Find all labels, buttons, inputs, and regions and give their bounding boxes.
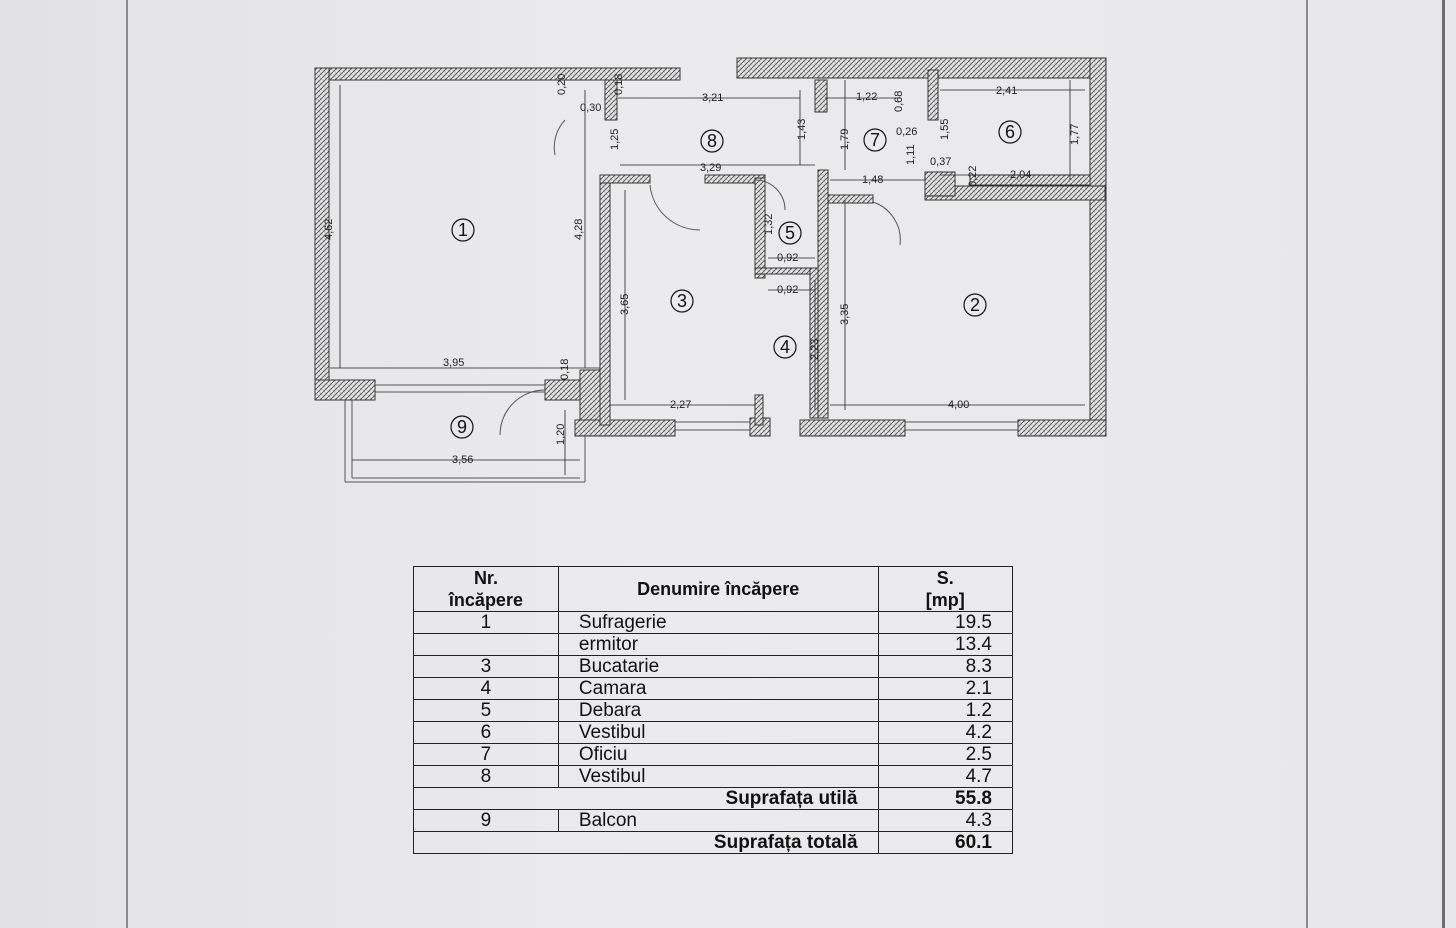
header-area-line2: [mp]	[925, 590, 965, 610]
row-name: ermitor	[558, 634, 878, 656]
room-number: 4	[779, 337, 791, 357]
wall	[828, 195, 873, 203]
room-number: 9	[456, 417, 468, 437]
dim-label: 1,20	[555, 423, 567, 445]
dim-label: 1,79	[839, 128, 851, 150]
dim-label: 4,00	[948, 399, 970, 411]
header-area	[878, 567, 1012, 612]
dim-label: 1,55	[939, 118, 951, 140]
dim-label: 4,62	[323, 218, 335, 240]
dim-label: 4,28	[573, 218, 585, 240]
room-number: 1	[457, 220, 469, 240]
dim-label: 3,65	[619, 293, 631, 315]
row-area: 8.3	[878, 656, 1012, 678]
header-area-line1: S.	[936, 568, 954, 588]
dim-label: 0,92	[777, 284, 799, 296]
util-area-value: 55.8	[878, 788, 1012, 810]
row-nr: 8	[414, 766, 559, 788]
wall	[575, 420, 675, 436]
wall	[315, 68, 680, 80]
dim-label: 1,77	[1069, 123, 1081, 145]
wall	[800, 420, 905, 436]
dim-label: 0,20	[556, 73, 568, 95]
table-row	[414, 766, 1013, 788]
wall	[315, 380, 375, 400]
wall	[818, 170, 828, 418]
table-row	[414, 656, 1013, 678]
row-name: Sufragerie	[558, 612, 878, 634]
row-area: 2.1	[878, 678, 1012, 700]
header-nr	[414, 567, 559, 612]
dim-label: 3,95	[443, 357, 465, 369]
dim-label: 2,23	[809, 338, 821, 360]
header-name: Denumire încăpere	[558, 567, 878, 612]
balcony-name: Balcon	[558, 810, 878, 832]
wall	[755, 395, 763, 425]
dim-label: 1,22	[856, 91, 878, 103]
page-edge-left	[126, 0, 128, 928]
row-nr: 3	[414, 656, 559, 678]
dim-label: 2,27	[670, 399, 692, 411]
balcony-nr: 9	[414, 810, 559, 832]
total-area-value: 60.1	[878, 832, 1012, 854]
dim-label: 1,48	[862, 174, 884, 186]
walls	[315, 58, 1106, 436]
row-area: 19.5	[878, 612, 1012, 634]
rooms-table	[413, 566, 1013, 854]
dim-label: 2,04	[1010, 169, 1032, 181]
dim-label: 0,22	[967, 165, 979, 187]
row-area: 13.4	[878, 634, 1012, 656]
total-area-row	[414, 832, 1013, 854]
table-row	[414, 744, 1013, 766]
wall	[925, 172, 955, 196]
wall	[1090, 58, 1106, 433]
room-number: 3	[676, 291, 688, 311]
table-header-row	[414, 567, 1013, 612]
room-number: 6	[1004, 122, 1016, 142]
table-row	[414, 634, 1013, 656]
page-edge-far	[1442, 0, 1445, 928]
header-nr-line2: încăpere	[448, 590, 523, 610]
dim-label: 1,25	[609, 128, 621, 150]
row-nr: 1	[414, 612, 559, 634]
dim-label: 0,26	[896, 126, 918, 138]
wall	[737, 58, 1103, 78]
row-area: 2.5	[878, 744, 1012, 766]
room-number: 2	[969, 295, 981, 315]
row-name: Debara	[558, 700, 878, 722]
room-number: 8	[706, 131, 718, 151]
row-area: 4.7	[878, 766, 1012, 788]
dim-label: 0,18	[559, 358, 571, 380]
room-number: 7	[869, 130, 881, 150]
total-area-label: Suprafața totală	[414, 832, 879, 854]
table-row	[414, 700, 1013, 722]
row-name: Bucatarie	[558, 656, 878, 678]
wall	[928, 70, 938, 120]
floor-plan	[300, 50, 1120, 490]
balcony-row	[414, 810, 1013, 832]
row-name: Oficiu	[558, 744, 878, 766]
dim-label: 1,43	[796, 118, 808, 140]
dim-label: 3,29	[700, 162, 722, 174]
row-area: 4.2	[878, 722, 1012, 744]
dim-label: 3,35	[839, 303, 851, 325]
row-nr: 4	[414, 678, 559, 700]
wall	[600, 175, 610, 425]
balcony-area: 4.3	[878, 810, 1012, 832]
table-row	[414, 722, 1013, 744]
dim-label: 3,56	[452, 454, 474, 466]
wall	[1018, 420, 1106, 436]
dim-label: 1,32	[763, 213, 775, 235]
dim-label: 2,41	[996, 85, 1018, 97]
dim-label: 3,21	[702, 92, 724, 104]
util-area-row	[414, 788, 1013, 810]
dim-label: 0,37	[930, 156, 952, 168]
row-name: Vestibul	[558, 722, 878, 744]
floor-plan-drawing	[300, 50, 1120, 490]
dim-label: 0,30	[580, 102, 602, 114]
row-nr: 6	[414, 722, 559, 744]
wall	[600, 175, 650, 183]
dim-label: 0,18	[613, 73, 625, 95]
dim-label: 0,92	[777, 252, 799, 264]
page-edge-right	[1306, 0, 1308, 928]
dim-label: 0,68	[893, 90, 905, 112]
header-nr-line1: Nr.	[473, 568, 498, 588]
room-number: 5	[784, 223, 796, 243]
row-area: 1.2	[878, 700, 1012, 722]
row-name: Vestibul	[558, 766, 878, 788]
table-row	[414, 678, 1013, 700]
wall	[815, 80, 827, 112]
row-nr: 7	[414, 744, 559, 766]
row-name: Camara	[558, 678, 878, 700]
util-area-label: Suprafața utilă	[414, 788, 879, 810]
table-row	[414, 612, 1013, 634]
row-nr: 5	[414, 700, 559, 722]
row-nr	[414, 634, 559, 656]
dimension-labels	[323, 74, 1081, 466]
dim-label: 1,11	[905, 144, 917, 165]
